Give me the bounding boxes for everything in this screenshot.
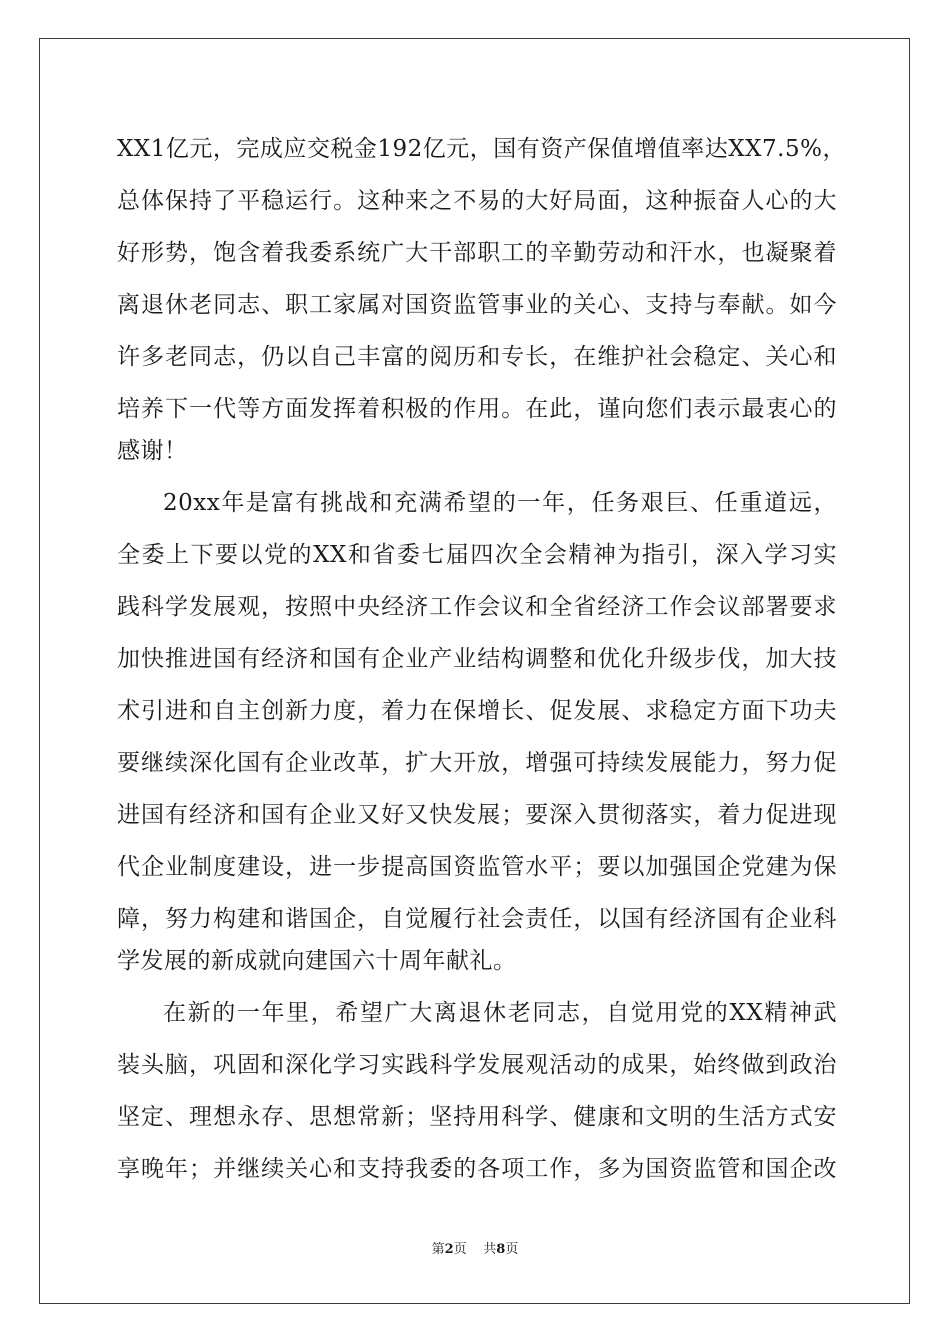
paragraph-3-line-3: 坚定、理想永存、思想常新；坚持用科学、健康和文明的生活方式安	[117, 1104, 837, 1130]
paragraph-2-line-6: 要继续深化国有企业改革，扩大开放，增强可持续发展能力，努力促	[117, 750, 837, 776]
paragraph-1-line-6: 培养下一代等方面发挥着积极的作用。在此，谨向您们表示最衷心的	[117, 396, 837, 422]
paragraph-2-line-3: 践科学发展观，按照中央经济工作会议和全省经济工作会议部署要求	[117, 594, 837, 620]
page-number: 2	[444, 1242, 454, 1257]
total-pages: 8	[496, 1242, 506, 1257]
paragraph-3-line-1: 在新的一年里，希望广大离退休老同志，自觉用党的XX精神武	[163, 1000, 837, 1026]
paragraph-1-line-5: 许多老同志，仍以自己丰富的阅历和专长，在维护社会稳定、关心和	[117, 344, 837, 370]
paragraph-2-line-7: 进国有经济和国有企业又好又快发展；要深入贯彻落实，着力促进现	[117, 802, 837, 828]
page-label-suffix: 页	[453, 1242, 467, 1257]
paragraph-3-line-2: 装头脑，巩固和深化学习实践科学发展观活动的成果，始终做到政治	[117, 1052, 837, 1078]
paragraph-1-line-1: XX1亿元，完成应交税金192亿元，国有资产保值增值率达XX7.5%，	[117, 136, 846, 162]
total-label-suffix: 页	[505, 1242, 519, 1257]
total-label-prefix: 共	[483, 1242, 497, 1257]
paragraph-2-line-10: 学发展的新成就向建国六十周年献礼。	[117, 948, 517, 974]
paragraph-2-line-5: 术引进和自主创新力度，着力在保增长、促发展、求稳定方面下功夫	[117, 698, 837, 724]
paragraph-2-line-4: 加快推进国有经济和国有企业产业结构调整和优化升级步伐，加大技	[117, 646, 837, 672]
paragraph-1-line-3: 好形势，饱含着我委系统广大干部职工的辛勤劳动和汗水，也凝聚着	[117, 240, 837, 266]
paragraph-2-line-9: 障，努力构建和谐国企，自觉履行社会责任，以国有经济国有企业科	[117, 906, 837, 932]
paragraph-1-line-7: 感谢！	[117, 438, 188, 464]
paragraph-3-line-4: 享晚年；并继续关心和支持我委的各项工作，多为国资监管和国企改	[117, 1156, 837, 1182]
paragraph-2-line-2: 全委上下要以党的XX和省委七届四次全会精神为指引，深入学习实	[117, 542, 837, 568]
paragraph-1-line-4: 离退休老同志、职工家属对国资监管事业的关心、支持与奉献。如今	[117, 292, 837, 318]
paragraph-2-line-1: 20xx年是富有挑战和充满希望的一年，任务艰巨、任重道远，	[163, 490, 837, 516]
page-footer	[0, 1238, 950, 1257]
page-label-prefix: 第	[431, 1242, 445, 1257]
paragraph-2-line-8: 代企业制度建设，进一步提高国资监管水平；要以加强国企党建为保	[117, 854, 837, 880]
paragraph-1-line-2: 总体保持了平稳运行。这种来之不易的大好局面，这种振奋人心的大	[117, 188, 837, 214]
